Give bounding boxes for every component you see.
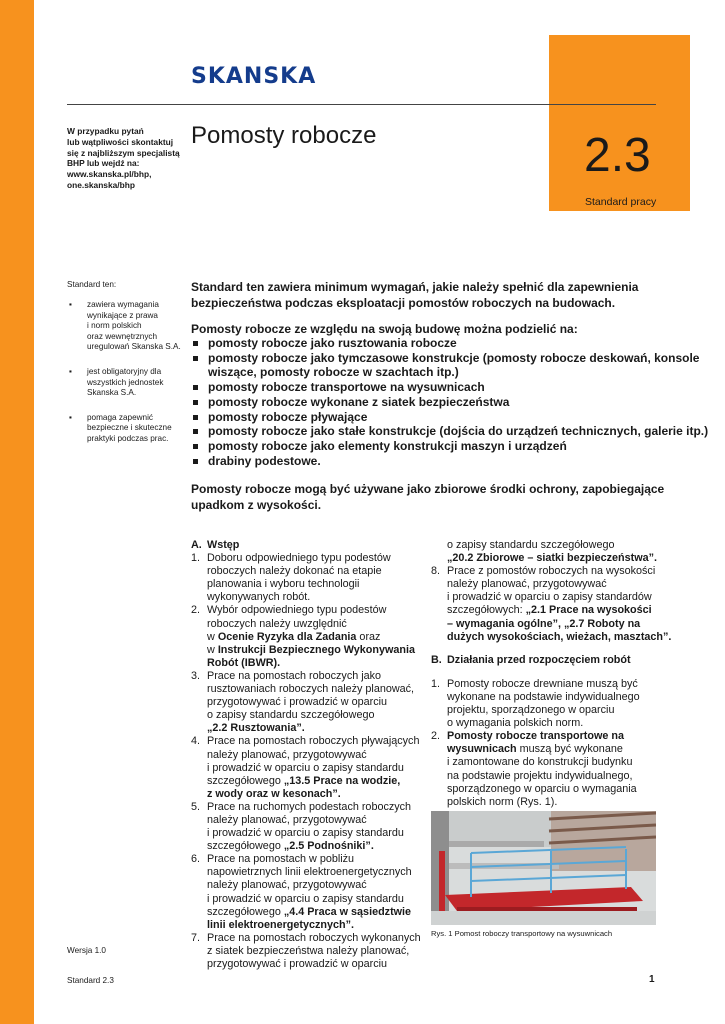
- sidebar-list: [67, 300, 187, 459]
- skanska-logo: SKANSKA: [191, 64, 317, 89]
- left-accent-bar: [0, 0, 34, 1024]
- contact-link[interactable]: www.skanska.pl/bhp,: [67, 169, 152, 180]
- square-bullet-icon: [193, 459, 198, 464]
- conclusion-paragraph: Pomosty robocze mogą być używane jako zbiorowe środki ochrony, zapobiegające upadkom z wysokości.: [191, 482, 665, 512]
- list-item: 2. Pomosty robocze transportowe na wysuwnicach muszą być wykonane i zamontowane do konstrukcji budynku na podstawie projektu indywidualnego, sporządzonego w oparciu o wymagania polskich norm (Rys. 1).: [431, 730, 637, 808]
- list-item: 2. Wybór odpowiedniego typu podestów roboczych należy uwzględnić w Ocenie Ryzyka dla Zadania oraz w Instrukcji Bezpiecznego Wykonywania Robót (IBWR).: [191, 604, 416, 669]
- list-item: 5. Prace na ruchomych podestach roboczych należy planować, przygotowywać i prowadzić w oparciu o zapisy standardu szczegółowego „2.5 Podnośniki”.: [191, 800, 412, 853]
- types-heading: Pomosty robocze ze względu na swoją budowę można podzielić na:: [191, 322, 578, 336]
- square-bullet-icon: [193, 400, 198, 405]
- list-item-continued: o zapisy standardu szczegółowego „20.2 Zbiorowe – siatki bezpieczeństwa”.: [447, 539, 658, 565]
- section-a-heading: A. Wstęp: [191, 539, 240, 551]
- square-bullet-icon: [193, 429, 198, 434]
- types-item: pomosty robocze jako elementy konstrukcji maszyn i urządzeń: [191, 439, 671, 454]
- bullet-icon: ▪: [69, 300, 72, 309]
- square-bullet-icon: [193, 385, 198, 390]
- contact-info: [67, 126, 179, 191]
- types-item: pomosty robocze jako rusztowania robocze: [191, 336, 671, 351]
- list-item: 1. Doboru odpowiedniego typu podestów roboczych należy dokonać na etapie planowania i wyboru technologii wykonywanych robót.: [191, 552, 391, 604]
- contact-line: BHP lub wejdź na:: [67, 158, 140, 169]
- contact-line: lub wątpliwości skontaktuj: [67, 136, 174, 147]
- footer-standard: Standard 2.3: [67, 976, 114, 985]
- square-bullet-icon: [193, 341, 198, 346]
- square-bullet-icon: [193, 415, 198, 420]
- square-bullet-icon: [193, 356, 198, 361]
- sidebar-heading: Standard ten:: [67, 280, 117, 289]
- list-item: 7. Prace na pomostach roboczych wykonanych z siatek bezpieczeństwa należy planować, przygotowywać i prowadzić w oparciu: [191, 931, 421, 970]
- standard-number: 2.3: [584, 129, 651, 182]
- contact-line: się z najbliższym specjalistą: [67, 147, 180, 158]
- types-item: pomosty robocze pływające: [191, 410, 671, 425]
- list-item: 6. Prace na pomostach w pobliżu napowietrznych linii elektroenergetycznych należy planować, przygotowywać i prowadzić w oparciu o zapisy standardu szczegółowego „4.4 Praca w sąsiedztwie linii elektroenergetycznych”.: [191, 853, 412, 931]
- header-divider: [67, 104, 656, 105]
- list-item: 1. Pomosty robocze drewniane muszą być wykonane na podstawie indywidualnego projektu, sporządzonego w oparciu o wymagania polskich norm.: [431, 677, 640, 730]
- sidebar-item: ▪ pomaga zapewnić bezpieczne i skuteczne praktyki podczas prac.: [69, 412, 172, 443]
- sidebar-item: ▪ zawiera wymagania wynikające z prawa i norm polskich oraz wewnętrznych uregulowań Skanska S.A.: [69, 300, 181, 352]
- standard-number-box: [549, 35, 690, 211]
- intro-paragraph: Standard ten zawiera minimum wymagań, jakie należy spełnić dla zapewnienia bezpieczeństwa podczas eksploatacji pomostów roboczych na budowach.: [191, 280, 639, 310]
- list-item: 3. Prace na pomostach roboczych jako rusztowaniach roboczych należy planować, przygotowywać i prowadzić w oparciu o zapisy standardu szczegółowego „2.2 Rusztowania”.: [191, 669, 415, 735]
- column-right: [431, 539, 672, 809]
- types-item: pomosty robocze jako tymczasowe konstrukcje (pomosty robocze deskowań, konsole wiszące, pomosty robocze w szachtach itp.): [191, 351, 671, 380]
- contact-link[interactable]: one.skanska/bhp: [67, 179, 135, 190]
- section-b-heading: B. Działania przed rozpoczęciem robót: [431, 653, 631, 666]
- types-item: pomosty robocze transportowe na wysuwnicach: [191, 380, 671, 395]
- types-item: pomosty robocze wykonane z siatek bezpieczeństwa: [191, 395, 671, 410]
- page-title: Pomosty robocze: [191, 122, 377, 149]
- types-list: [191, 336, 709, 468]
- figure-caption: Rys. 1 Pomost roboczy transportowy na wysuwnicach: [431, 929, 613, 938]
- contact-line: W przypadku pytań: [67, 126, 144, 136]
- version-label: Wersja 1.0: [67, 946, 106, 955]
- page-number: 1: [649, 974, 655, 985]
- standard-label: Standard pracy: [585, 196, 657, 208]
- types-item: drabiny podestowe.: [191, 454, 671, 469]
- figure-photo: [431, 811, 656, 925]
- sidebar-item: ▪ jest obligatoryjny dla wszystkich jednostek Skanska S.A.: [69, 366, 164, 398]
- types-item: pomosty robocze jako stałe konstrukcje (dojścia do urządzeń technicznych, galerie itp.): [191, 424, 671, 439]
- working-platform-image: [431, 811, 656, 925]
- bullet-icon: ▪: [69, 412, 72, 422]
- list-item: 4. Prace na pomostach roboczych pływających należy planować, przygotowywać i prowadzić w oparciu o zapisy standardu szczegółowego „13.5 Prace na wodzie, z wody oraz w kesonach”.: [191, 735, 420, 800]
- bullet-icon: ▪: [69, 366, 72, 376]
- list-item: 8. Prace z pomostów roboczych na wysokości należy planować, przygotowywać i prowadzić w oparciu o zapisy standardów szczegółowych: „2.1 Prace na wysokości – wymagania ogólne”, „2.7 Roboty na dużych wysokościach, wieżach, masztach”.: [431, 565, 672, 643]
- square-bullet-icon: [193, 444, 198, 449]
- column-left: [191, 539, 421, 971]
